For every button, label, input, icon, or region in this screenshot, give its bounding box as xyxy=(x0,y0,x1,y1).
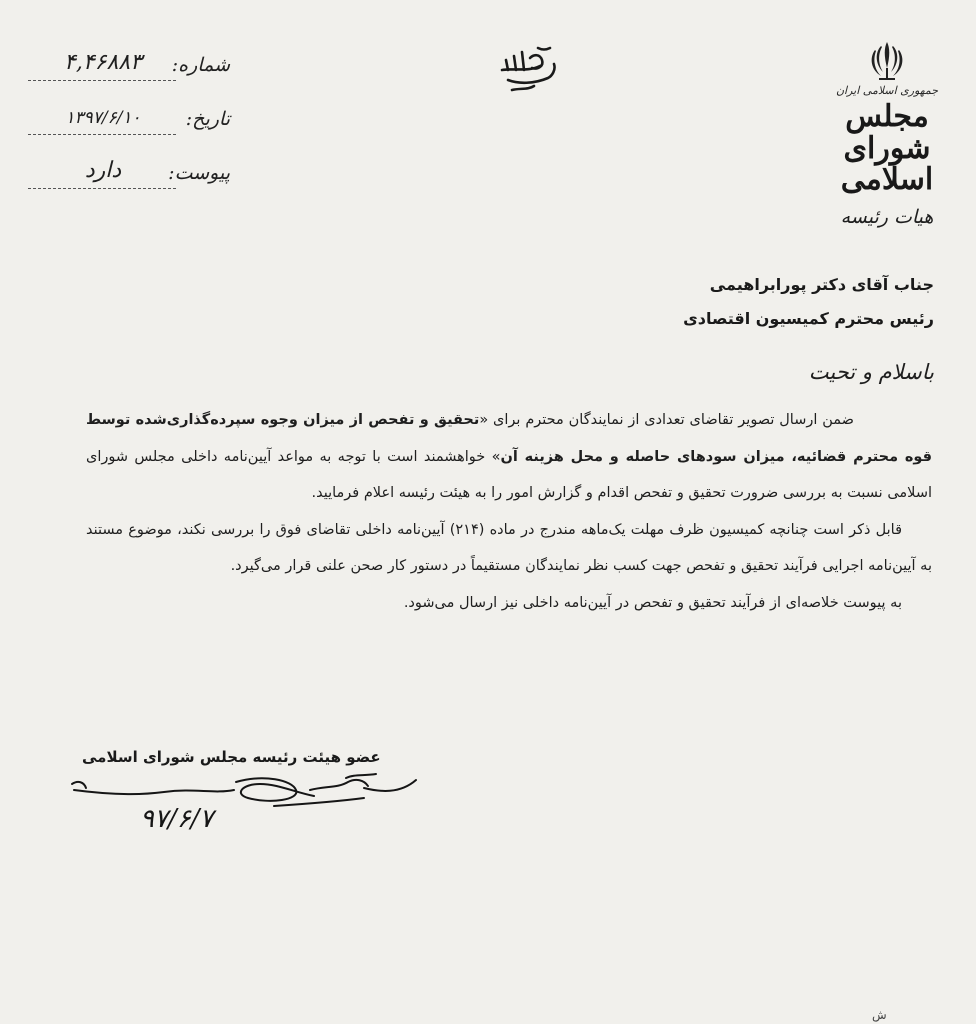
date-underline xyxy=(28,134,176,135)
handwritten-signature xyxy=(64,772,424,842)
recipient-name: جناب آقای دکتر پورابراهیمی xyxy=(709,275,934,294)
corner-mark: ش xyxy=(872,1008,887,1022)
body-paragraph-2: قابل ذکر است چنانچه کمیسیون ظرف مهلت یک‌ماهه مندرج در ماده (۲۱۴) آیین‌نامه داخلی تقاضای فوق را بررسی نکند، موضوع مستند به آیین‌نامه اجرایی فرآیند تحقیق و تفحص جهت کسب نظر نمایندگان مستقیماً در دستور کار صحن علنی قرار می‌گیرد. xyxy=(86,521,932,574)
majlis-title-line2: اسلامی xyxy=(840,162,934,197)
greeting: باسلام و تحیت xyxy=(808,360,934,384)
number-value: ۴,۴۶۸۸۳ xyxy=(64,50,142,75)
meta-attachment-row xyxy=(30,158,230,212)
attachment-value: دارد xyxy=(84,158,122,183)
investigation-subject: تحقیق و تفحص از میزان وجوه سپرده‌گذاری‌شده توسط قوه محترم قضائیه، میزان سودهای حاصله و محل هزینه آن xyxy=(86,412,932,465)
attachment-underline xyxy=(28,188,176,189)
republic-text: جمهوری اسلامی ایران xyxy=(835,84,939,97)
number-label: شماره: xyxy=(171,54,230,76)
bismillah-calligraphy xyxy=(494,40,564,100)
recipient-block xyxy=(683,268,934,336)
majlis-title xyxy=(812,101,962,196)
signatory-title: عضو هیئت رئیسه مجلس شورای اسلامی xyxy=(82,748,381,766)
presidium-label: هیات رئیسه xyxy=(840,205,934,228)
recipient-position: رئیس محترم کمیسیون اقتصادی xyxy=(683,309,934,328)
meta-date-row xyxy=(30,104,230,158)
signature-date: ۹۷/۶/۷ xyxy=(140,804,214,834)
number-underline xyxy=(28,80,176,81)
attachment-label: پیوست: xyxy=(168,162,230,184)
letter-body xyxy=(86,402,932,621)
iran-emblem-icon xyxy=(867,38,907,82)
body-paragraph-3: به پیوست خلاصه‌ای از فرآیند تحقیق و تفحص در آیین‌نامه داخلی نیز ارسال می‌شود. xyxy=(403,594,902,611)
date-value: ۱۳۹۷/۶/۱۰ xyxy=(65,108,141,128)
majlis-title-line1: مجلس شورای xyxy=(843,99,931,166)
letter-meta xyxy=(30,50,230,212)
body-p1-start: ضمن ارسال تصویر تقاضای تعدادی از نمایندگان محترم برای « xyxy=(479,412,854,428)
body-paragraph-1 xyxy=(86,402,932,512)
meta-number-row xyxy=(30,50,230,104)
body-p1-end: » خواهشمند است با توجه به مواعد آیین‌نامه داخلی مجلس شورای اسلامی نسبت به بررسی ضرورت تحقیق و تفحص اقدام و گزارش امور را به هیئت رئیسه اعلام فرمایید. xyxy=(86,448,932,501)
letterhead xyxy=(812,38,962,228)
date-label: تاریخ: xyxy=(185,108,230,130)
